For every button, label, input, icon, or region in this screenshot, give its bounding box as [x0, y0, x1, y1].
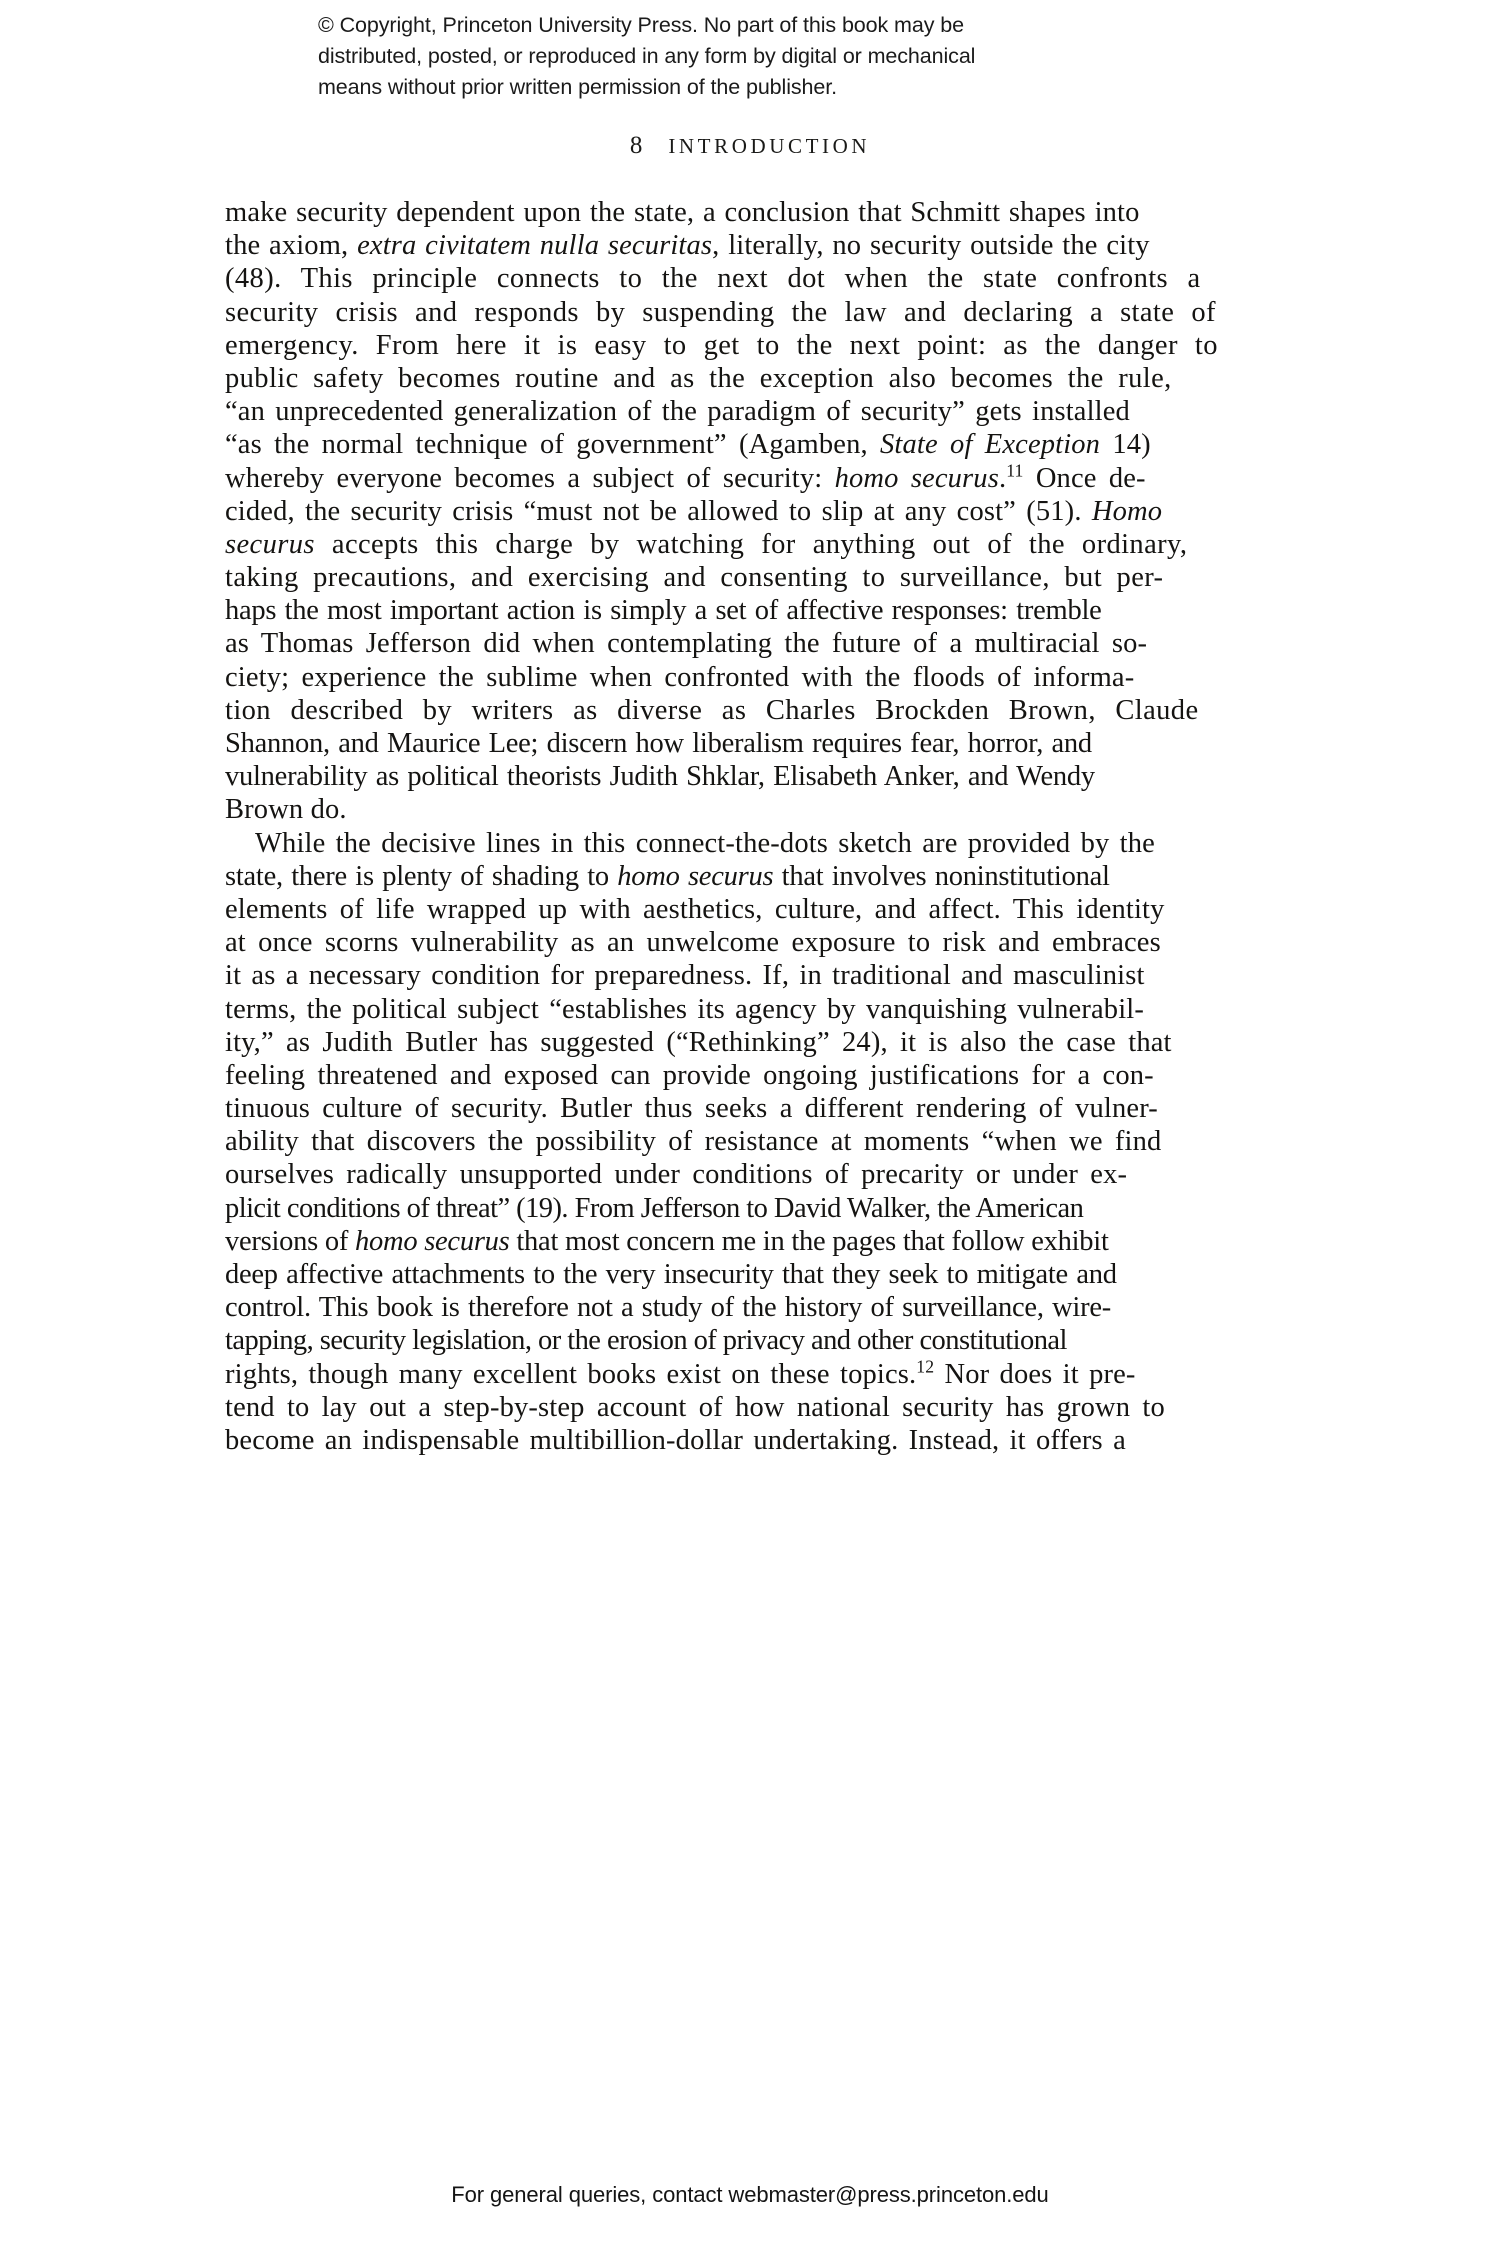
copyright-line-2: distributed, posted, or reproduced in any form by digital or mechanical: [318, 44, 976, 68]
text-line: tend to lay out a step-by-step account of how national security has grown to: [225, 1391, 1165, 1423]
running-head-title: INTRODUCTION: [668, 134, 871, 158]
text-line: securus accepts this charge by watching for anything out of the ordinary,: [225, 528, 1188, 560]
body-text-column: [225, 196, 1285, 1457]
text-line: security crisis and responds by suspending the law and declaring a state of: [225, 296, 1216, 328]
text-line: ciety; experience the sublime when confronted with the floods of informa-: [225, 661, 1135, 693]
text-line: make security dependent upon the state, a conclusion that Schmitt shapes into: [225, 197, 1140, 228]
text-line: taking precautions, and exercising and consenting to surveillance, but per-: [225, 562, 1164, 594]
copyright-line-1: © Copyright, Princeton University Press. No part of this book may be: [318, 13, 964, 37]
text-line: public safety becomes routine and as the exception also becomes the rule,: [225, 362, 1172, 394]
text-line: at once scorns vulnerability as an unwelcome exposure to risk and embraces: [225, 927, 1161, 959]
text-line-last: Brown do.: [225, 794, 347, 826]
text-line: ourselves radically unsupported under conditions of precarity or under ex-: [225, 1159, 1128, 1191]
page-number: 8: [629, 132, 643, 159]
text-line: feeling threatened and exposed can provide ongoing justifications for a con-: [225, 1059, 1154, 1091]
text-line: plicit conditions of threat” (19). From Jefferson to David Walker, the American: [225, 1192, 1084, 1224]
text-line: state, there is plenty of shading to homo securus that involves noninstitutional: [225, 860, 1110, 892]
copyright-notice: [318, 10, 1178, 103]
text-line: rights, though many excellent books exist on these topics.$^{12}$ Nor does it pre-: [225, 1356, 1136, 1390]
paragraph-1: [225, 196, 1285, 827]
running-head: [0, 132, 1500, 160]
text-line: the axiom, extra civitatem nulla securitas, literally, no security outside the city: [225, 230, 1150, 262]
copyright-line-3: means without prior written permission of the publisher.: [318, 75, 838, 99]
text-line: “an unprecedented generalization of the paradigm of security” gets installed: [225, 396, 1130, 428]
text-line: as Thomas Jefferson did when contemplating the future of a multiracial so-: [225, 628, 1148, 660]
text-line: whereby everyone becomes a subject of security: homo securus.$^{11}$ Once de-: [225, 460, 1146, 494]
text-line: tion described by writers as diverse as Charles Brockden Brown, Claude: [225, 694, 1199, 726]
text-line: tapping, security legislation, or the erosion of privacy and other constitutional: [225, 1325, 1067, 1357]
text-line: versions of homo securus that most concern me in the pages that follow exhibit: [225, 1225, 1109, 1257]
text-line: ity,” as Judith Butler has suggested (“Rethinking” 24), it is also the case that: [225, 1026, 1172, 1058]
text-line: control. This book is therefore not a study of the history of surveillance, wire-: [225, 1292, 1111, 1324]
text-line: deep affective attachments to the very insecurity that they seek to mitigate and: [225, 1259, 1117, 1290]
page-footer: [0, 2182, 1500, 2208]
text-line: tinuous culture of security. Butler thus seeks a different rendering of vulner-: [225, 1093, 1158, 1125]
text-line: cided, the security crisis “must not be allowed to slip at any cost” (51). Homo: [225, 495, 1163, 527]
text-line: vulnerability as political theorists Judith Shklar, Elisabeth Anker, and Wendy: [225, 761, 1095, 793]
text-line: it as a necessary condition for preparedness. If, in traditional and masculinist: [225, 960, 1145, 992]
text-line: ability that discovers the possibility of resistance at moments “when we find: [225, 1126, 1162, 1158]
text-line: terms, the political subject “establishes its agency by vanquishing vulnerabil-: [225, 993, 1144, 1025]
text-line-last: become an indispensable multibillion-dollar undertaking. Instead, it offers a: [225, 1424, 1126, 1456]
text-line: haps the most important action is simply a set of affective responses: tremble: [225, 595, 1102, 627]
text-line: emergency. From here it is easy to get to the next point: as the danger to: [225, 329, 1218, 361]
text-line: Shannon, and Maurice Lee; discern how liberalism requires fear, horror, and: [225, 728, 1092, 759]
paragraph-2: [225, 827, 1285, 1458]
text-line: “as the normal technique of government” (Agamben, State of Exception 14): [225, 429, 1151, 461]
text-line: elements of life wrapped up with aesthetics, culture, and affect. This identity: [225, 893, 1165, 925]
text-line: While the decisive lines in this connect-the-dots sketch are provided by the: [255, 827, 1155, 859]
footer-text: For general queries, contact webmaster@press.princeton.edu: [451, 2182, 1049, 2207]
text-line: (48). This principle connects to the next dot when the state confronts a: [225, 263, 1201, 295]
